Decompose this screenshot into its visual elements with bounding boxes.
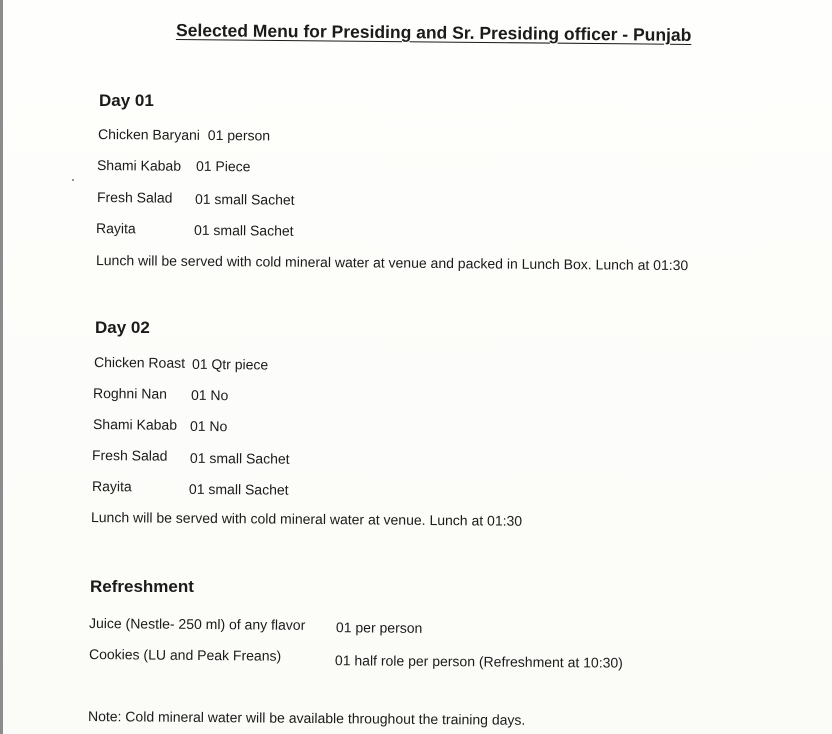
day2-item-2 — [93, 385, 413, 404]
day2-item-1 — [94, 354, 414, 373]
refreshment-item-1-qty: 01 per person — [335, 619, 423, 636]
day2-note: Lunch will be served with cold mineral water at venue. Lunch at 01:30 — [90, 509, 523, 529]
day2-item-4-qty: 01 small Sachet — [189, 449, 290, 467]
day1-item-1-name: Chicken Baryani — [97, 126, 201, 143]
day1-item-2-name: Shami Kabab — [96, 157, 182, 174]
day2-heading: Day 02 — [95, 318, 150, 337]
day2-item-4-name: Fresh Salad — [91, 447, 168, 464]
day2-item-5-qty: 01 small Sachet — [188, 480, 289, 498]
day2-item-2-qty: 01 No — [190, 386, 229, 404]
day2-item-1-qty: 01 Qtr piece — [191, 355, 269, 373]
day1-heading: Day 01 — [99, 91, 154, 110]
day2-item-1-name: Chicken Roast — [93, 354, 186, 371]
refreshment-heading: Refreshment — [90, 577, 194, 596]
day1-item-1-qty: 01 person — [207, 126, 271, 144]
day1-item-2-qty: 01 Piece — [195, 157, 251, 175]
day2-item-3 — [93, 416, 413, 435]
day1-item-2 — [97, 157, 417, 176]
footer-note: Note: Cold mineral water will be available throughout the training days. — [87, 708, 526, 728]
day1-item-3 — [97, 189, 417, 208]
refreshment-item-2 — [88, 646, 689, 671]
day1-item-4 — [96, 220, 416, 239]
day1-item-4-name: Rayita — [95, 220, 136, 237]
page-edge — [0, 0, 3, 734]
day1-note: Lunch will be served with cold mineral water at venue and packed in Lunch Box. Lunch at 01:30 — [95, 252, 689, 274]
document-title: Selected Menu for Presiding and Sr. Presiding officer - Punjab — [175, 20, 692, 45]
day1-item-4-qty: 01 small Sachet — [193, 221, 294, 239]
day2-item-3-qty: 01 No — [189, 417, 228, 435]
day2-item-3-name: Shami Kabab — [92, 416, 178, 433]
refreshment-item-2-name: Cookies (LU and Peak Freans) — [88, 646, 282, 664]
day2-item-4 — [92, 447, 412, 466]
scan-speck — [72, 179, 74, 181]
refreshment-item-1 — [89, 615, 689, 636]
refreshment-item-2-qty: 01 half role per person (Refreshment at 10:30) — [334, 652, 623, 671]
day1-item-3-name: Fresh Salad — [96, 189, 173, 206]
day2-item-5 — [92, 478, 412, 497]
day1-item-1 — [98, 126, 270, 144]
day2-item-2-name: Roghni Nan — [92, 385, 168, 402]
day2-item-5-name: Rayita — [91, 478, 132, 495]
day1-item-3-qty: 01 small Sachet — [194, 190, 295, 208]
refreshment-item-1-name: Juice (Nestle- 250 ml) of any flavor — [88, 615, 306, 633]
